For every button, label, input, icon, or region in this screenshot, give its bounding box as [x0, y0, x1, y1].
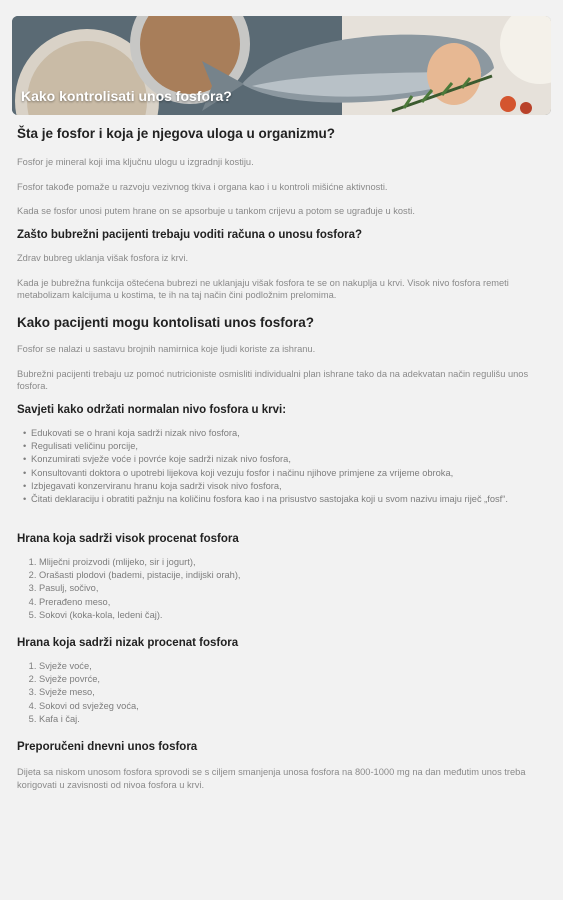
list-item: • Konzumirati svježe voće i povrće koje sadrži nizak nivo fosfora, — [23, 453, 547, 466]
section-high-phosphorus-food — [17, 533, 547, 622]
section-kidney-patients — [17, 229, 547, 302]
list-item: 5. Kafa i čaj. — [39, 713, 547, 726]
list-item: 4. Sokovi od svježeg voća, — [39, 700, 547, 713]
paragraph: Kada se fosfor unosi putem hrane on se apsorbuje u tankom crijevu a potom se ugrađuje u kosti. — [17, 206, 415, 217]
list-item: • Izbjegavati konzerviranu hranu koja sadrži visok nivo fosfora, — [23, 480, 547, 493]
section-heading: Hrana koja sadrži nizak procenat fosfora — [17, 637, 239, 649]
list-item: 2. Orašasti plodovi (bademi, pistacije, indijski orah), — [39, 569, 547, 582]
paragraph: Dijeta sa niskom unosom fosfora sprovodi se s ciljem smanjenja unosa fosfora na 800-1000 mg na dan međutim unos treba korigovati u zavisnosti od nivoa fosfora u krvi. — [17, 767, 526, 790]
hero-banner — [12, 16, 551, 115]
paragraph: Fosfor takođe pomaže u razvoju vezivnog tkiva i organa kao i u kontroli mišićne aktivnosti. — [17, 181, 388, 192]
paragraph: Zdrav bubreg uklanja višak fosfora iz krvi. — [17, 253, 189, 263]
list-item: 4. Prerađeno meso, — [39, 596, 547, 609]
section-heading: Savjeti kako održati normalan nivo fosfora u krvi: — [17, 404, 287, 416]
list-item: • Edukovati se o hrani koja sadrži nizak nivo fosfora, — [23, 427, 547, 440]
section-heading: Preporučeni dnevni unos fosfora — [17, 741, 198, 753]
paragraph: Fosfor se nalazi u sastavu brojnih namirnica koje ljudi koriste za ishranu. — [17, 344, 316, 354]
low-phosphorus-list — [17, 660, 547, 726]
section-phosphorus-role — [17, 126, 547, 218]
section-heading: Šta je fosfor i koja je njegova uloga u organizmu? — [17, 126, 336, 141]
section-control-intake — [17, 315, 547, 393]
paragraph: Kada je bubrežna funkcija oštećena bubrezi ne uklanjaju višak fosfora te se on nakuplja u krvi. Visok nivo fosfora remeti metabolizam kalcijuma u kostima, te ih na taj način čini podložnim prelomima. — [17, 277, 509, 301]
section-low-phosphorus-food — [17, 637, 547, 726]
list-item: 2. Svježe povrće, — [39, 673, 547, 686]
tips-list — [17, 427, 547, 506]
paragraph: Fosfor je mineral koji ima ključnu ulogu u izgradnji kostiju. — [17, 157, 254, 167]
list-item: 5. Sokovi (koka-kola, ledeni čaj). — [39, 609, 547, 622]
section-tips — [17, 404, 547, 506]
list-item: • Regulisati veličinu porcije, — [23, 440, 547, 453]
page-title: Kako kontrolisati unos fosfora? — [21, 88, 232, 104]
list-item: • Čitati deklaraciju i obratiti pažnju na količinu fosfora kao i na prisustvo sastojaka koji u svom nazivu imaju riječ „fosf“. — [23, 493, 547, 506]
high-phosphorus-list — [17, 556, 547, 622]
list-item: 3. Pasulj, sočivo, — [39, 582, 547, 595]
section-heading: Hrana koja sadrži visok procenat fosfora — [17, 533, 239, 545]
list-item: • Konsultovanti doktora o upotrebi lijekova koji vezuju fosfor i načinu njihove primjene za vrijeme obroka, — [23, 467, 547, 480]
section-heading: Zašto bubrežni pacijenti trebaju voditi računa o unosu fosfora? — [17, 229, 363, 241]
list-item: 1. Svježe voće, — [39, 660, 547, 673]
list-item: 1. Mliječni proizvodi (mlijeko, sir i jogurt), — [39, 556, 547, 569]
section-recommended-intake — [17, 741, 547, 791]
list-item: 3. Svježe meso, — [39, 686, 547, 699]
paragraph: Bubrežni pacijenti trebaju uz pomoć nutricioniste osmisliti individualni plan ishrane tako da na adekvatan način regulišu unos fosfora. — [17, 368, 529, 392]
section-heading: Kako pacijenti mogu kontolisati unos fosfora? — [17, 315, 315, 330]
